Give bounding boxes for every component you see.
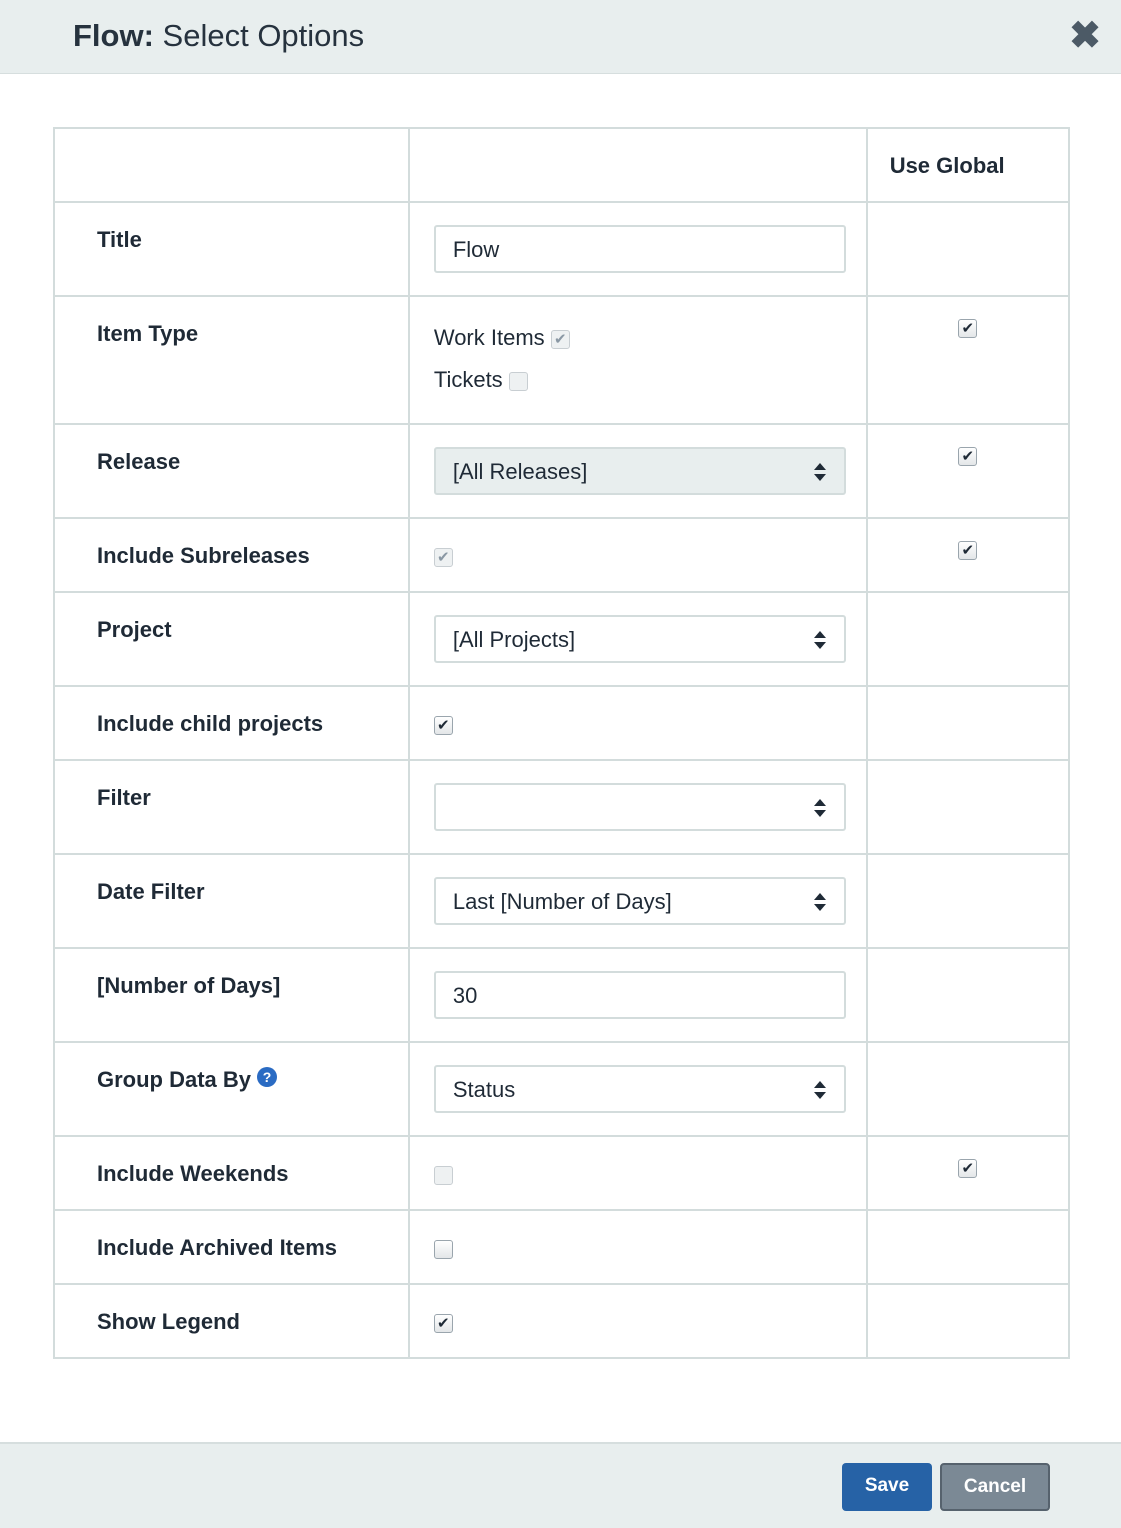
row-show-legend bbox=[54, 1284, 1069, 1358]
row-label-cell bbox=[54, 518, 409, 592]
row-value-cell bbox=[409, 202, 867, 296]
row-label: Include Weekends bbox=[97, 1161, 289, 1186]
row-label: Filter bbox=[97, 785, 151, 810]
row-value-cell bbox=[409, 518, 867, 592]
use-global-cell bbox=[867, 296, 1069, 424]
row-label: Item Type bbox=[97, 321, 199, 346]
use-global-cell bbox=[867, 854, 1069, 948]
row-group-data-by bbox=[54, 1042, 1069, 1136]
row-label: Date Filter bbox=[97, 879, 205, 904]
use-global-cell bbox=[867, 1042, 1069, 1136]
row-label: Group Data By bbox=[97, 1067, 252, 1092]
dialog-footer bbox=[0, 1442, 1121, 1528]
select-arrows-icon bbox=[814, 893, 826, 911]
row-label-cell bbox=[54, 1136, 409, 1210]
dialog-title bbox=[73, 18, 364, 54]
use-global-checkbox[interactable]: ✔ bbox=[958, 541, 977, 560]
use-global-cell bbox=[867, 1284, 1069, 1358]
group-data-by-select[interactable] bbox=[434, 1065, 846, 1113]
row-value-cell bbox=[409, 424, 867, 518]
row-label-cell bbox=[54, 686, 409, 760]
select-arrows-icon bbox=[814, 799, 826, 817]
selected-value: Last [Number of Days] bbox=[452, 889, 672, 914]
header-row bbox=[54, 128, 1069, 202]
row-label: [Number of Days] bbox=[97, 973, 281, 998]
include-archived-items-checkbox[interactable] bbox=[434, 1240, 453, 1259]
close-icon[interactable]: ✖ bbox=[1069, 15, 1101, 57]
use-global-cell bbox=[867, 202, 1069, 296]
include-weekends-checkbox bbox=[434, 1166, 453, 1185]
title-bold: Flow: bbox=[73, 18, 154, 53]
use-global-cell bbox=[867, 1136, 1069, 1210]
row-value-cell bbox=[409, 592, 867, 686]
tickets-checkbox bbox=[509, 372, 528, 391]
row-include-archived-items bbox=[54, 1210, 1069, 1284]
row-label: Release bbox=[97, 449, 181, 474]
selected-value: [All Projects] bbox=[452, 627, 576, 652]
row-label: Show Legend bbox=[97, 1309, 240, 1334]
use-global-header: Use Global bbox=[867, 128, 1069, 202]
show-legend-checkbox[interactable]: ✔ bbox=[434, 1314, 453, 1333]
use-global-checkbox[interactable]: ✔ bbox=[958, 319, 977, 338]
select-arrows-icon bbox=[814, 1081, 826, 1099]
header-cell-empty bbox=[54, 128, 409, 202]
row-include-weekends bbox=[54, 1136, 1069, 1210]
use-global-checkbox[interactable]: ✔ bbox=[958, 1159, 977, 1178]
row-filter bbox=[54, 760, 1069, 854]
row-label-cell bbox=[54, 202, 409, 296]
selected-value: Status bbox=[452, 1077, 516, 1102]
row-label-cell bbox=[54, 424, 409, 518]
use-global-cell bbox=[867, 592, 1069, 686]
help-icon[interactable]: ? bbox=[257, 1067, 277, 1087]
option-label: Work Items bbox=[433, 325, 545, 350]
item-type-option bbox=[434, 325, 866, 351]
use-global-cell bbox=[867, 518, 1069, 592]
option-label: Tickets bbox=[433, 367, 503, 392]
row-label-cell bbox=[54, 854, 409, 948]
release-select[interactable] bbox=[434, 447, 846, 495]
row-label: Include Archived Items bbox=[97, 1235, 338, 1260]
row-value-cell bbox=[409, 1210, 867, 1284]
row-value-cell bbox=[409, 854, 867, 948]
row-item-type bbox=[54, 296, 1069, 424]
row-label: Project bbox=[97, 617, 172, 642]
row-value-cell bbox=[409, 1136, 867, 1210]
include-child-projects-checkbox[interactable]: ✔ bbox=[434, 716, 453, 735]
item-type-option bbox=[434, 367, 866, 393]
row-value-cell bbox=[409, 1042, 867, 1136]
use-global-cell bbox=[867, 948, 1069, 1042]
save-button[interactable]: Save bbox=[842, 1463, 932, 1511]
row-value-cell bbox=[409, 948, 867, 1042]
number-of-days-input[interactable]: 30 bbox=[434, 971, 846, 1019]
use-global-checkbox[interactable]: ✔ bbox=[958, 447, 977, 466]
row-include-child-projects bbox=[54, 686, 1069, 760]
cancel-button[interactable]: Cancel bbox=[940, 1463, 1050, 1511]
row-label-cell bbox=[54, 1284, 409, 1358]
use-global-cell bbox=[867, 1210, 1069, 1284]
row-value-cell bbox=[409, 1284, 867, 1358]
include-subreleases-checkbox: ✔ bbox=[434, 548, 453, 567]
row-date-filter bbox=[54, 854, 1069, 948]
select-arrows-icon bbox=[814, 631, 826, 649]
row-number-of-days bbox=[54, 948, 1069, 1042]
row-value-cell bbox=[409, 760, 867, 854]
row-project bbox=[54, 592, 1069, 686]
row-label-cell bbox=[54, 948, 409, 1042]
row-release bbox=[54, 424, 1069, 518]
row-label: Include Subreleases bbox=[97, 543, 310, 568]
row-label-cell bbox=[54, 1210, 409, 1284]
row-include-subreleases bbox=[54, 518, 1069, 592]
options-table bbox=[53, 127, 1070, 1359]
header-cell-empty bbox=[409, 128, 867, 202]
row-label-cell bbox=[54, 296, 409, 424]
title-rest: Select Options bbox=[162, 18, 365, 53]
row-label: Title bbox=[97, 227, 142, 252]
filter-select[interactable] bbox=[434, 783, 846, 831]
work-items-checkbox: ✔ bbox=[551, 330, 570, 349]
row-label: Include child projects bbox=[97, 711, 324, 736]
select-arrows-icon bbox=[814, 463, 826, 481]
row-label-cell bbox=[54, 592, 409, 686]
row-value-cell bbox=[409, 296, 867, 424]
project-select[interactable] bbox=[434, 615, 846, 663]
selected-value: [All Releases] bbox=[452, 459, 588, 484]
row-value-cell bbox=[409, 686, 867, 760]
use-global-cell bbox=[867, 760, 1069, 854]
date-filter-select[interactable] bbox=[434, 877, 846, 925]
row-label-cell bbox=[54, 1042, 409, 1136]
use-global-cell bbox=[867, 424, 1069, 518]
title-input[interactable]: Flow bbox=[434, 225, 846, 273]
row-title bbox=[54, 202, 1069, 296]
dialog-header bbox=[0, 0, 1121, 74]
row-label-cell bbox=[54, 760, 409, 854]
use-global-cell bbox=[867, 686, 1069, 760]
